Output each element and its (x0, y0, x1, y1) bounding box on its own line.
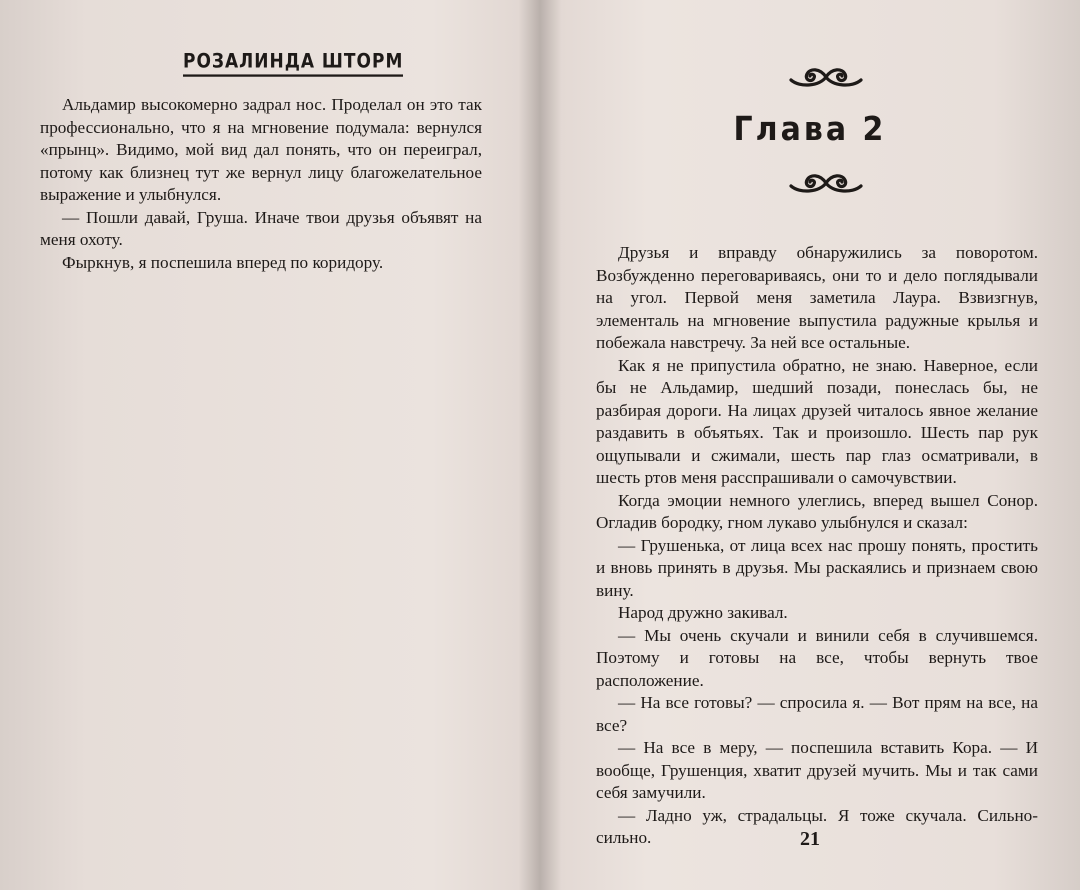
paragraph: — Ладно уж, страдальцы. Я тоже скучала. Сильно-сильно. (596, 805, 1038, 847)
paragraph: Когда эмоции немного улеглись, вперед вышел Сонор. Огладив бородку, гном лукаво улыбнулся и сказал: (596, 490, 1038, 532)
paragraph: Друзья и вправду обнаружились за поворотом. Возбужденно переговариваясь, они то и дело поглядывали на угол. Первой меня заметила Лаура. Взвизгнув, элементаль на мгновение выпустила радужные крылья и побежала навстречу. За ней все остальные. (596, 243, 1038, 352)
paragraph: Народ дружно закивал. (618, 603, 788, 622)
paragraph: — Грушенька, от лица всех нас прошу понять, простить и вновь принять в друзья. Мы раскаялись и признаем свою вину. (596, 535, 1038, 600)
chapter-title: Глава 2 (733, 110, 887, 149)
left-page-text (40, 94, 482, 274)
page-number: 21 (800, 828, 820, 850)
chapter-ornament-icon (786, 172, 866, 194)
running-head: РОЗАЛИНДА ШТОРМ (183, 50, 403, 76)
chapter-ornament-icon (786, 66, 866, 88)
paragraph: Как я не припустила обратно, не знаю. Наверное, если бы не Альдамир, шедший позади, понеслась бы, не разбирая дороги. На лицах друзей читалось явное желание раздавить в объятьях. Так и произошло. Шесть пар рук ощупывали и сжимали, шесть пар глаз осматривали, в шесть ртов меня расспрашивали о самочувствии. (596, 355, 1038, 487)
paragraph: Альдамир высокомерно задрал нос. Проделал он это так профессионально, что я на мгновение подумала: вернулся «прынц». Видимо, мой вид дал понять, что он переиграл, потому как близнец тут же вернул лицу благожелательное выражение и улыбнулся. (40, 95, 482, 204)
paragraph: — Мы очень скучали и винили себя в случившемся. Поэтому и готовы на все, чтобы вернуть твое расположение. (596, 625, 1038, 690)
paragraph: — На все готовы? — спросила я. — Вот прям на все, на все? (596, 693, 1038, 735)
right-page-text (596, 242, 1038, 850)
paragraph: Фыркнув, я поспешила вперед по коридору. (62, 252, 384, 272)
paragraph: — Пошли давай, Груша. Иначе твои друзья объявят на меня охоту. (40, 207, 482, 249)
paragraph: — На все в меру, — поспешила вставить Кора. — И вообще, Грушенция, хватит друзей мучить. Мы и так сами себя замучили. (596, 738, 1038, 802)
bleed-through-text (60, 250, 500, 810)
